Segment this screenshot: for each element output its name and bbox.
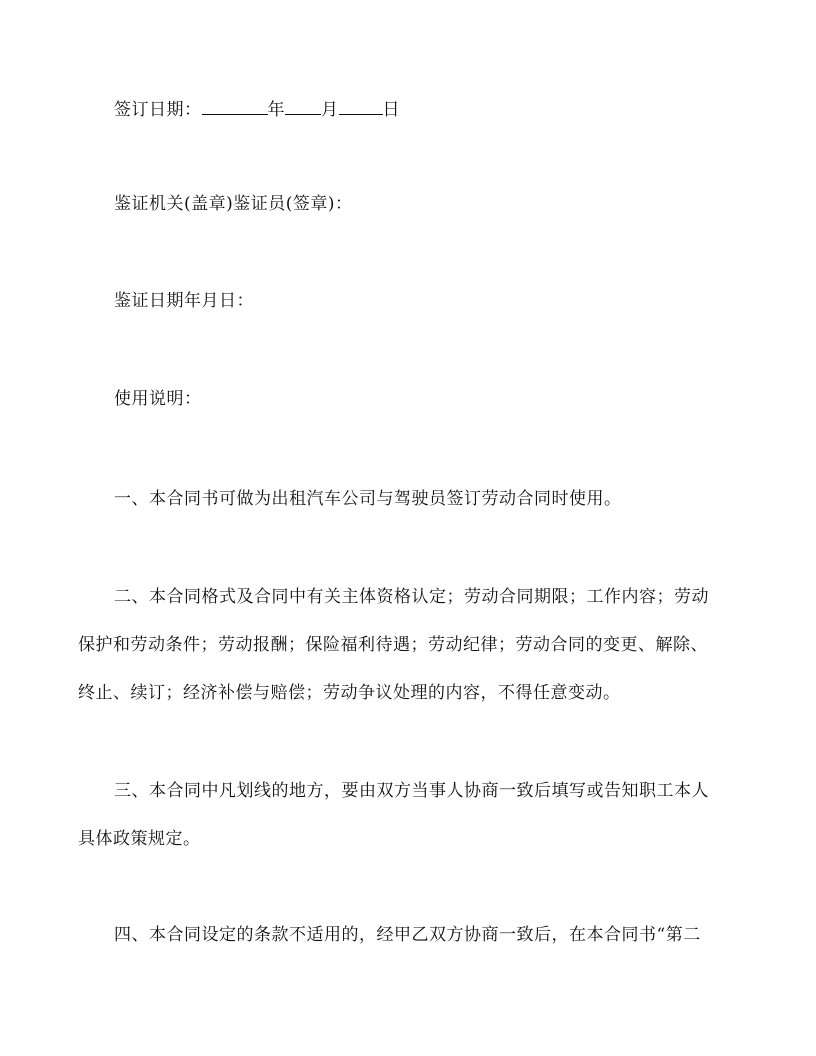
- month-text: 月: [321, 100, 339, 120]
- year-text: 年: [267, 100, 285, 120]
- item-2-line-2: 保护和劳动条件；劳动报酬；保险福利待遇；劳动纪律；劳动合同的变更、解除、: [78, 635, 708, 655]
- auth-date-line: 鉴证日期年月日：: [114, 291, 254, 311]
- month-blank[interactable]: [285, 98, 321, 115]
- usage-title: 使用说明：: [114, 389, 202, 409]
- item-3-line-2: 具体政策规定。: [78, 829, 201, 849]
- day-text: 日: [382, 100, 400, 120]
- item-4-line-1: 四、本合同设定的条款不适用的，经甲乙双方协商一致后，在本合同书“第二: [114, 925, 701, 945]
- item-3-line-1: 三、本合同中凡划线的地方，要由双方当事人协商一致后填写或告知职工本人: [114, 781, 709, 801]
- item-1-line-1: 一、本合同书可做为出租汽车公司与驾驶员签订劳动合同时使用。: [114, 489, 622, 509]
- item-2-line-3: 终止、续订；经济补偿与赔偿；劳动争议处理的内容，不得任意变动。: [78, 683, 621, 703]
- item-2-line-1: 二、本合同格式及合同中有关主体资格认定；劳动合同期限；工作内容；劳动: [114, 587, 709, 607]
- day-blank[interactable]: [339, 98, 383, 115]
- sign-date-label: 签订日期：: [114, 100, 202, 120]
- authority-line: 鉴证机关(盖章)鉴证员(签章)：: [114, 194, 353, 214]
- sign-date-line: [114, 98, 400, 120]
- year-blank[interactable]: [202, 98, 268, 115]
